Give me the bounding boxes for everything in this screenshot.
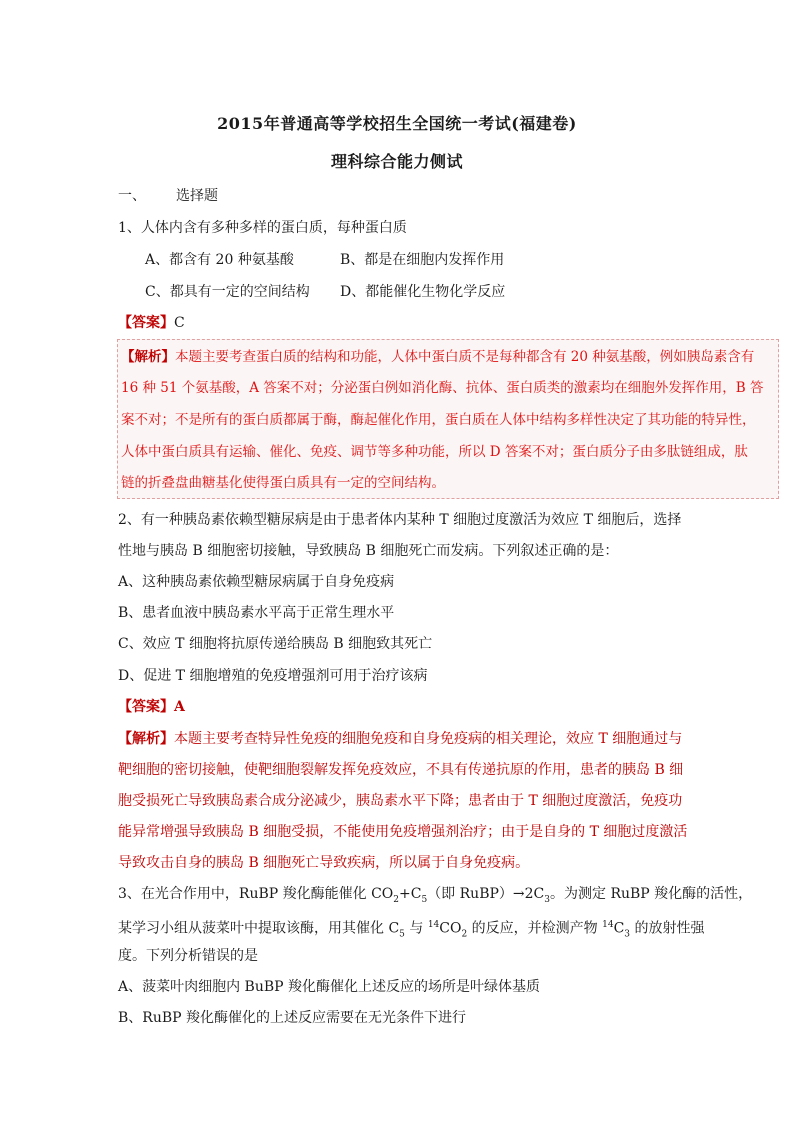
q1-analysis-line-2: 16 种 51 个氨基酸，A 答案不对；分泌蛋白例如消化酶、抗体、蛋白质类的激素均在细胞外发挥作用，B 答 — [121, 380, 764, 396]
q2-option-b: B、患者血液中胰岛素水平高于正常生理水平 — [118, 605, 395, 621]
q2-option-c: C、效应 T 细胞将抗原传递给胰岛 B 细胞致其死亡 — [118, 636, 433, 652]
q2-stem-line-2: 性地与胰岛 B 细胞密切接触，导致胰岛 B 细胞死亡而发病。下列叙述正确的是： — [118, 543, 619, 559]
q3-stem-line-2: 某学习小组从菠菜叶中提取该酶，用其催化 $C_5$ 与 $^{14}CO_2$ 的反应，并检测产物 $^{14}C_3$ 的放射性强 — [118, 920, 705, 940]
q1-analysis-line-3: 案不对；不是所有的蛋白质都属于酶，酶起催化作用，蛋白质在人体中结构多样性决定了其功能的特异性， — [121, 412, 756, 428]
q1-answer-value: C — [174, 315, 185, 331]
q1-analysis-tag: 【解析】 — [121, 349, 175, 365]
q2-answer-value: A — [174, 699, 185, 715]
q2-answer — [118, 697, 185, 717]
q1-option-d: D、都能催化生物化学反应 — [340, 284, 506, 300]
exam-title: 2015年普通高等学校招生全国统一考试(福建卷) — [217, 114, 577, 133]
section-label: 选择题 — [176, 188, 218, 204]
q1-stem: 1、人体内含有多种多样的蛋白质，每种蛋白质 — [118, 220, 407, 236]
q1-analysis-line-1: 【解析】本题主要考查蛋白质的结构和功能，人体中蛋白质不是每种都含有 20 种氨基酸，例如胰岛素含有 — [121, 349, 755, 365]
exam-subtitle: 理科综合能力侧试 — [330, 152, 463, 171]
q1-option-b: B、都是在细胞内发挥作用 — [340, 252, 505, 268]
q2-analysis-tag: 【解析】 — [118, 731, 174, 747]
section-number: 一、 — [118, 188, 146, 204]
q1-option-a: A、都含有 20 种氨基酸 — [145, 252, 294, 268]
q2-answer-tag: 【答案】 — [118, 699, 174, 715]
q2-analysis-line-1: 【解析】本题主要考查特异性免疫的细胞免疫和自身免疫病的相关理论，效应 T 细胞通过与 — [118, 731, 683, 747]
q3-option-b: B、RuBP 羧化酶催化的上述反应需要在无光条件下进行 — [118, 1010, 467, 1026]
q3-option-a: A、菠菜叶肉细胞内 BuBP 羧化酶催化上述反应的场所是叶绿体基质 — [118, 979, 541, 995]
q2-option-a: A、这种胰岛素依赖型糖尿病属于自身免疫病 — [118, 574, 395, 590]
q1-answer — [118, 313, 185, 333]
q1-analysis-line-4: 人体中蛋白质具有运输、催化、免疫、调节等多种功能，所以 D 答案不对；蛋白质分子由多肽链组成，肽 — [121, 444, 748, 460]
q2-analysis-line-2: 靶细胞的密切接触，使靶细胞裂解发挥免疫效应，不具有传递抗原的作用，患者的胰岛 B 细 — [118, 762, 684, 778]
q2-option-d: D、促进 T 细胞增殖的免疫增强剂可用于治疗该病 — [118, 668, 428, 684]
q3-stem-line-3: 度。下列分析错误的是 — [118, 948, 258, 964]
q2-analysis-line-4: 能异常增强导致胰岛 B 细胞受损，不能使用免疫增强剂治疗；由于是自身的 T 细胞过度激活 — [118, 824, 688, 840]
q2-analysis-line-3: 胞受损死亡导致胰岛素合成分泌减少，胰岛素水平下降；患者由于 T 细胞过度激活，免疫功 — [118, 793, 683, 809]
q2-stem-line-1: 2、有一种胰岛素依赖型糖尿病是由于患者体内某种 T 细胞过度激活为效应 T 细胞后，选择 — [118, 512, 682, 528]
q2-analysis-line-5: 导致攻击自身的胰岛 B 细胞死亡导致疾病，所以属于自身免疫病。 — [118, 855, 530, 871]
q1-analysis-line-5: 链的折叠盘曲糖基化使得蛋白质具有一定的空间结构。 — [121, 475, 445, 491]
q1-option-c: C、都具有一定的空间结构 — [145, 284, 310, 300]
q3-stem-line-1: 3、在光合作用中，RuBP 羧化酶能催化 $CO_2+C_5$（即 $RuBP)\to 2C_3$。为测定 RuBP 羧化酶的活性， — [118, 886, 753, 905]
q1-answer-tag: 【答案】 — [118, 315, 174, 331]
